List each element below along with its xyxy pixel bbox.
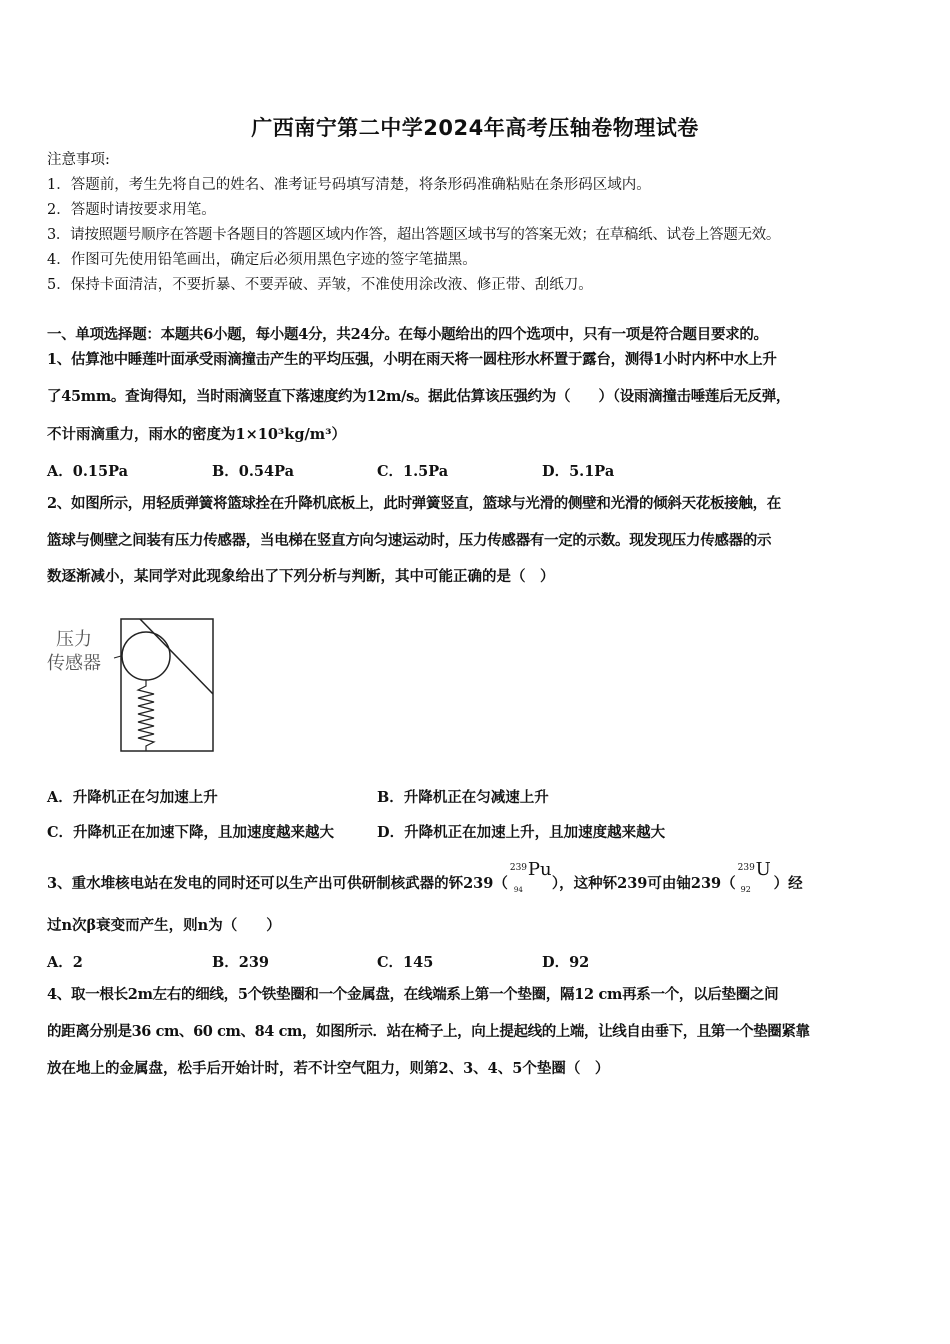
question-2-option-c: C．升降机正在加速下降，且加速度越来越大 [47,824,335,841]
question-1-line: 1、估算池中睡莲叶面承受雨滴撞击产生的平均压强，小明在雨天将一圆柱形水杯置于露台，测得1小时内杯中水上升 [47,351,777,368]
notice-item: 5．保持卡面清洁，不要折暴、不要弄破、弄皱，不准使用涂改液、修正带、刮纸刀。 [47,277,593,293]
elevator-box [121,619,213,751]
question-3-text: ）经 [773,875,803,892]
notice-item: 1．答题前，考生先将自己的姓名、准考证号码填写清楚，将条形码准确粘贴在条形码区域内。 [47,177,651,193]
question-3-text: ），这种钚239可由铀239（ [551,875,736,892]
figure-label: 传感器 [47,653,101,674]
notice-item: 3．请按照题号顺序在答题卡各题目的答题区域内作答，超出答题区域书写的答案无效；在草稿纸、试卷上答题无效。 [47,227,781,243]
question-2-option-b: B．升降机正在匀减速上升 [377,789,549,806]
nuclide-number: 92 [740,885,751,894]
question-4-line: 放在地上的金属盘，松手后开始计时，若不计空气阻力，则第2、3、4、5个垫圈（ ） [47,1060,610,1077]
question-2-option-a: A．升降机正在匀加速上升 [47,789,218,806]
question-3-option-d: D．92 [542,954,590,971]
figure-label: 压力 [56,629,92,650]
notice-heading: 注意事项: [47,152,110,168]
question-3-option-a: A．2 [47,954,83,971]
page-title: 广西南宁第二中学2024年高考压轴卷物理试卷 [251,116,699,140]
question-1-option-c: C．1.5Pa [377,463,449,480]
question-4-line: 4、取一根长2m左右的细线，5个铁垫圈和一个金属盘，在线端系上第一个垫圈，隔12 cm再系一个，以后垫圈之间 [47,986,779,1003]
question-4-line: 的距离分别是36 cm、60 cm、84 cm，如图所示．站在椅子上，向上提起线的上端，让线自由垂下，且第一个垫圈紧靠 [47,1023,810,1040]
nuclide-mass: 239 [737,863,755,873]
question-2-line: 篮球与侧壁之间装有压力传感器，当电梯在竖直方向匀速运动时，压力传感器有一定的示数。现发现压力传感器的示 [47,532,772,549]
question-2-line: 数逐渐减小，某同学对此现象给出了下列分析与判断，其中可能正确的是（ ） [47,568,555,585]
nuclide-symbol: Pu [527,859,552,880]
question-1-line: 不计雨滴重力，雨水的密度为1×10³kg/m³） [47,426,346,443]
nuclide-number: 94 [513,886,523,894]
question-2-line: 2、如图所示，用轻质弹簧将篮球拴在升降机底板上，此时弹簧竖直，篮球与光滑的侧壁和光滑的倾斜天花板接触，在 [47,495,781,512]
section-heading: 一、单项选择题：本题共6小题，每小题4分，共24分。在每小题给出的四个选项中，只有一项是符合题目要求的。 [47,326,768,343]
question-2-option-d: D．升降机正在加速上升，且加速度越来越大 [377,824,666,841]
inclined-ceiling [140,619,213,694]
nuclide-mass: 239 [509,863,528,873]
basketball [122,632,170,680]
question-3-option-b: B．239 [212,954,270,971]
question-3-line: 过n次β衰变而产生，则n为（ ） [47,917,281,934]
question-1-line: 了45mm。查询得知，当时雨滴竖直下落速度约为12m/s。据此估算该压强约为（ ）（设雨滴撞击唾莲后无反弹， [47,388,791,405]
nuclide-symbol: U [755,859,771,880]
elevator-diagram [42,614,222,756]
sensor-pointer [114,656,121,658]
notice-item: 4．作图可先使用铅笔画出，确定后必须用黑色字迹的签字笔描黑。 [47,252,477,268]
question-1-option-a: A．0.15Pa [47,463,128,480]
question-1-option-d: D．5.1Pa [542,463,615,480]
notice-item: 2．答题时请按要求用笔。 [47,202,216,218]
spring [138,680,154,751]
question-3-option-c: C．145 [377,954,434,971]
question-3-line [47,859,803,896]
question-3-text: 3、重水堆核电站在发电的同时还可以生产出可供研制核武器的钚239（ [47,875,508,892]
question-1-option-b: B．0.54Pa [212,463,294,480]
plutonium-nuclide [508,859,552,896]
uranium-nuclide [736,859,774,896]
